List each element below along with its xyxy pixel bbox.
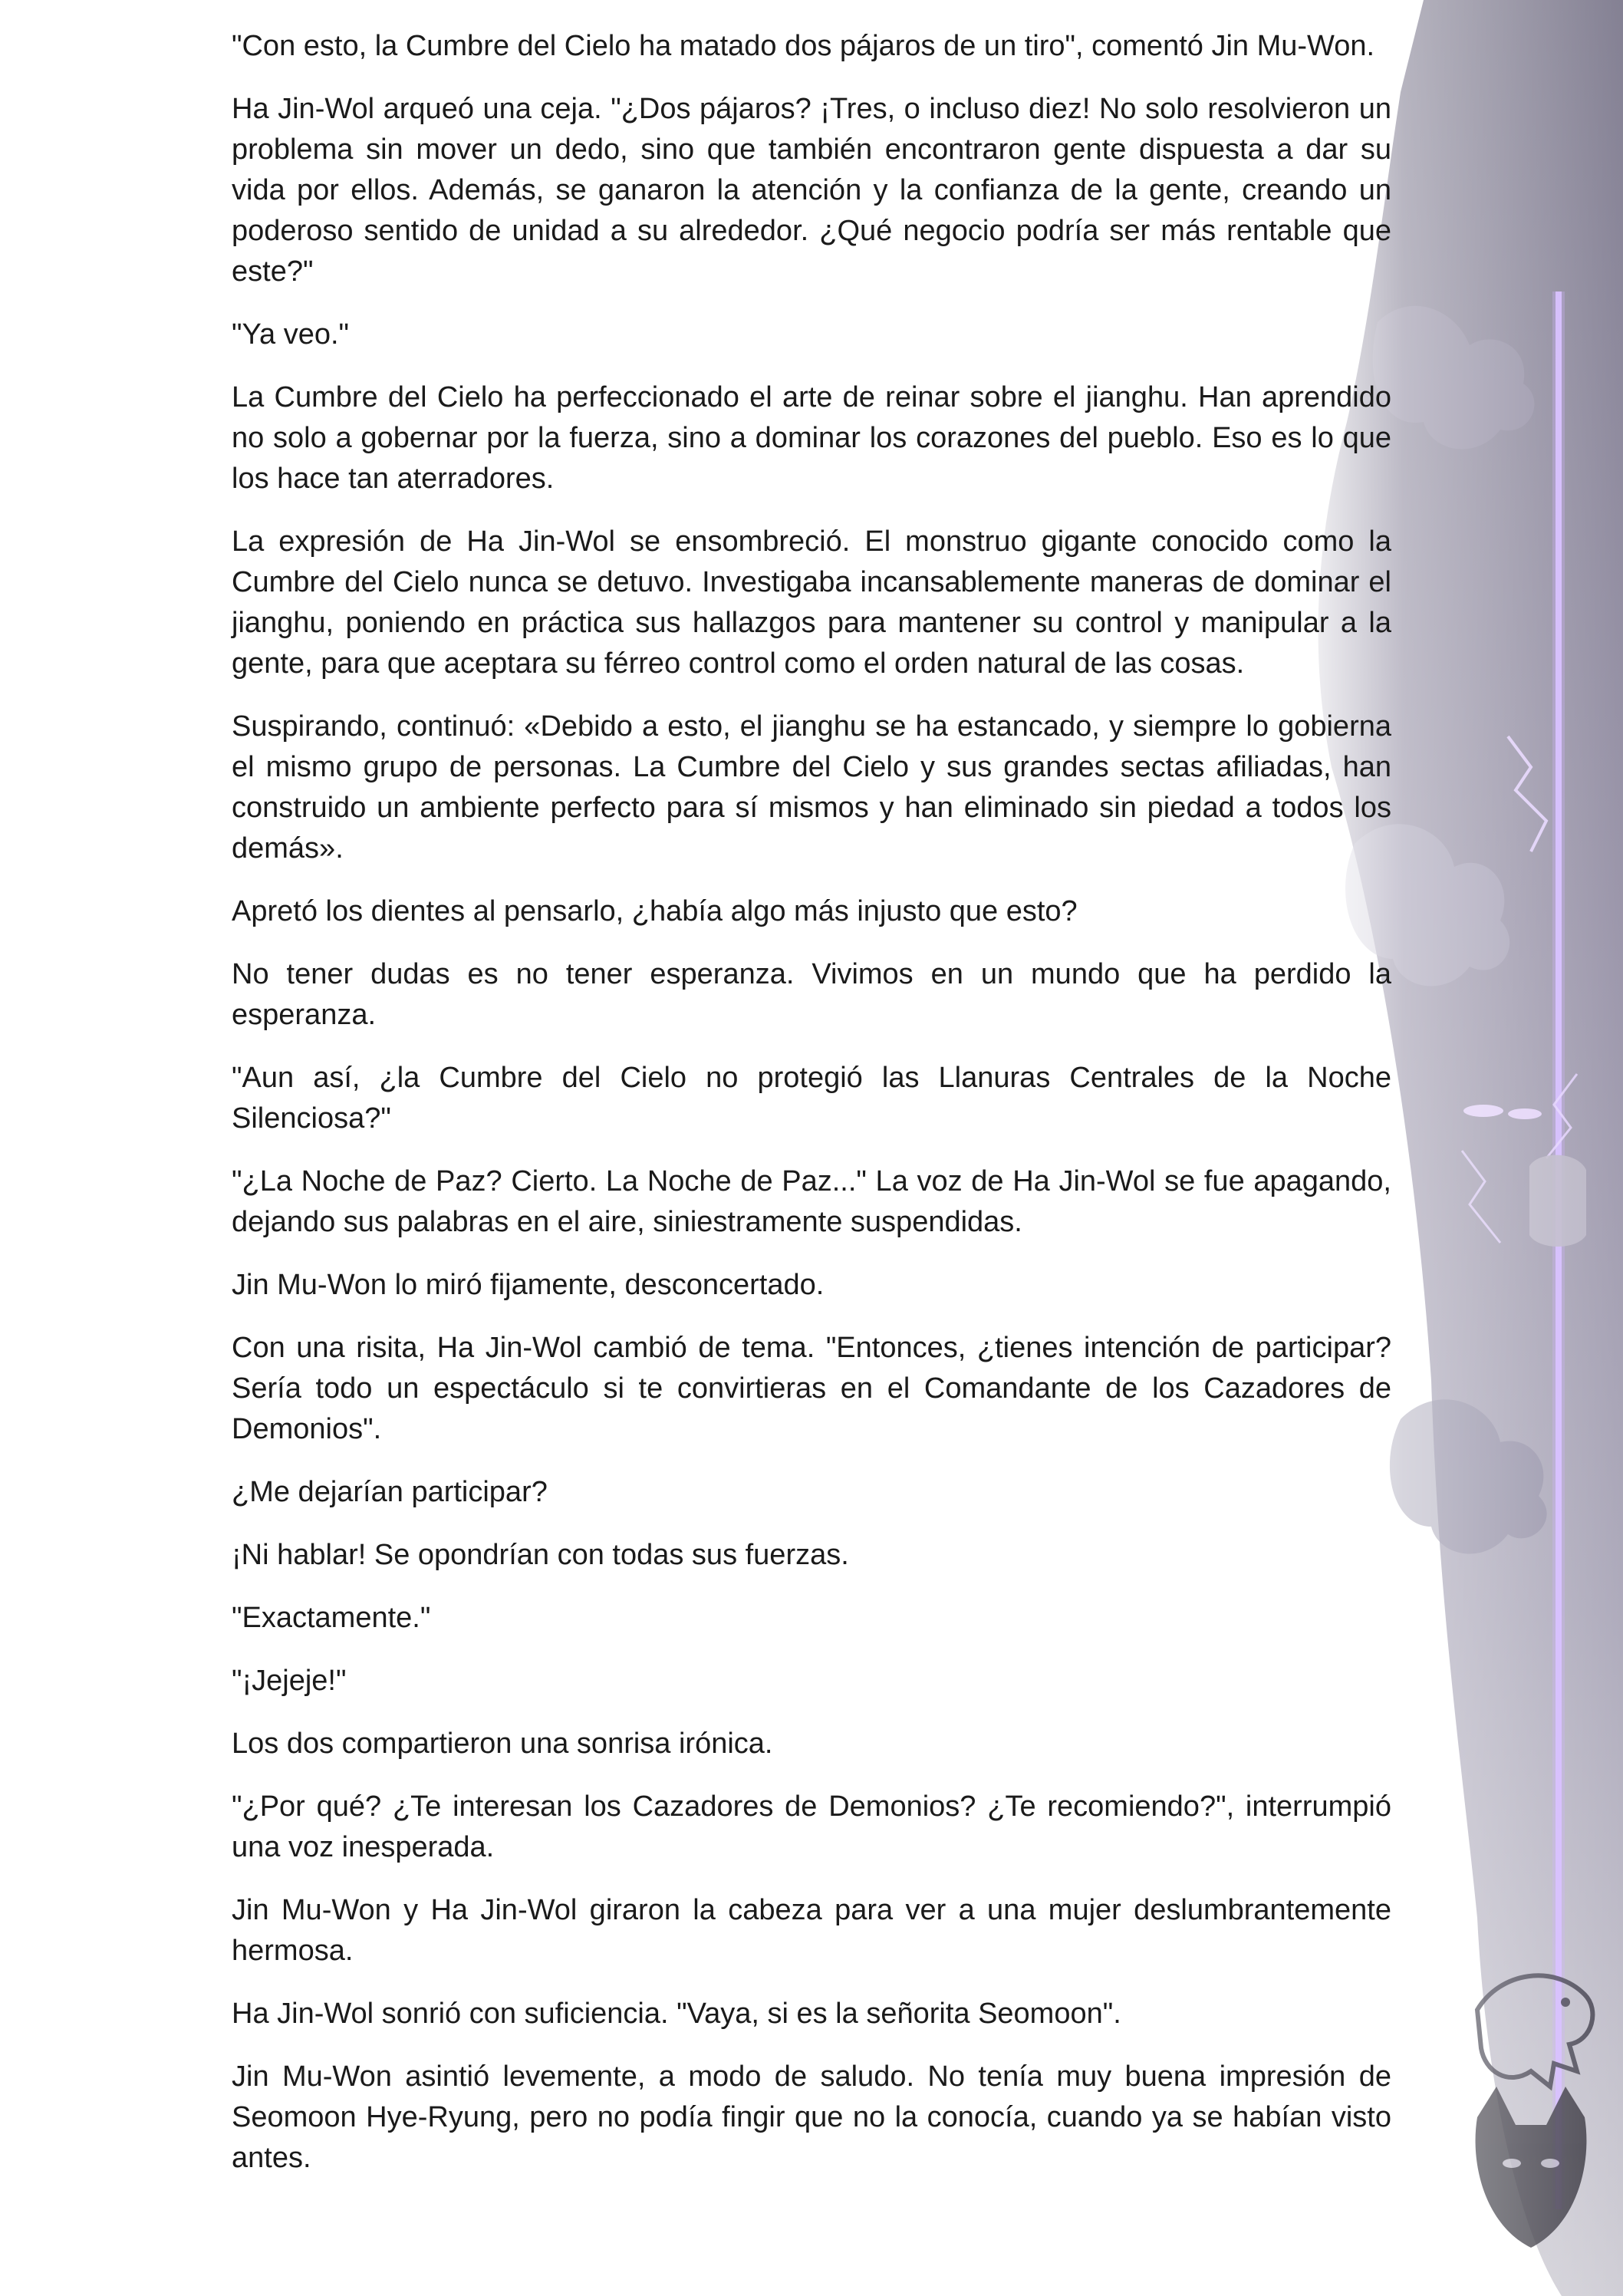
- paragraph-2: Ha Jin-Wol arqueó una ceja. "¿Dos pájaros? ¡Tres, o incluso diez! No solo resolvieron un problema sin mover un dedo, sino que también encontraron gente dispuesta a dar su vida por ellos. Además, se ganaron la atención y la confianza de la gente, creando un poderoso sentido de unidad a su alrededor. ¿Qué negocio podría ser más rentable que este?": [232, 93, 1391, 288]
- paragraph-13: ¿Me dejarían participar?: [232, 1476, 548, 1508]
- paragraph-17: Los dos compartieron una sonrisa irónica.: [232, 1728, 773, 1760]
- page-body: [232, 26, 1391, 2201]
- paragraph-18: "¿Por qué? ¿Te interesan los Cazadores de Demonios? ¿Te recomiendo?", interrumpió una voz inesperada.: [232, 1790, 1391, 1863]
- paragraph-12: Con una risita, Ha Jin-Wol cambió de tema. "Entonces, ¿tienes intención de participar? Sería todo un espectáculo si te convirtieras en el Comandante de los Cazadores de Demonios".: [232, 1332, 1391, 1445]
- paragraph-6: Suspirando, continuó: «Debido a esto, el jianghu se ha estancado, y siempre lo gobierna el mismo grupo de personas. La Cumbre del Cielo y sus grandes sectas afiliadas, han construido un ambiente perfecto para sí mismos y han eliminado sin piedad a todos los demás».: [232, 710, 1391, 865]
- paragraph-15: "Exactamente.": [232, 1602, 431, 1634]
- paragraph-3: "Ya veo.": [232, 318, 350, 351]
- paragraph-19: Jin Mu-Won y Ha Jin-Wol giraron la cabeza para ver a una mujer deslumbrantemente hermosa.: [232, 1894, 1391, 1967]
- paragraph-1: "Con esto, la Cumbre del Cielo ha matado dos pájaros de un tiro", comentó Jin Mu-Won.: [232, 30, 1375, 62]
- paragraph-4: La Cumbre del Cielo ha perfeccionado el arte de reinar sobre el jianghu. Han aprendido no solo a gobernar por la fuerza, sino a dominar los corazones del pueblo. Eso es lo que los hace tan aterradores.: [232, 381, 1391, 495]
- paragraph-9: "Aun así, ¿la Cumbre del Cielo no protegió las Llanuras Centrales de la Noche Silenciosa?": [232, 1062, 1391, 1135]
- paragraph-14: ¡Ni hablar! Se opondrían con todas sus fuerzas.: [232, 1539, 849, 1571]
- paragraph-11: Jin Mu-Won lo miró fijamente, desconcertado.: [232, 1269, 825, 1301]
- paragraph-21: Jin Mu-Won asintió levemente, a modo de saludo. No tenía muy buena impresión de Seomoon Hye-Ryung, pero no podía fingir que no la conocía, cuando ya se habían visto antes.: [232, 2060, 1391, 2174]
- paragraph-20: Ha Jin-Wol sonrió con suficiencia. "Vaya, si es la señorita Seomoon".: [232, 1998, 1121, 2030]
- paragraph-16: "¡Jejeje!": [232, 1665, 347, 1697]
- paragraph-7: Apretó los dientes al pensarlo, ¿había algo más injusto que esto?: [232, 895, 1078, 927]
- paragraph-5: La expresión de Ha Jin-Wol se ensombreció. El monstruo gigante conocido como la Cumbre del Cielo nunca se detuvo. Investigaba incansablemente maneras de dominar el jianghu, poniendo en práctica sus hallazgos para mantener su control y manipular a la gente, para que aceptara su férreo control como el orden natural de las cosas.: [232, 525, 1391, 680]
- paragraph-8: No tener dudas es no tener esperanza. Vivimos en un mundo que ha perdido la esperanza.: [232, 958, 1391, 1031]
- paragraph-10: "¿La Noche de Paz? Cierto. La Noche de Paz..." La voz de Ha Jin-Wol se fue apagando, dejando sus palabras en el aire, siniestramente suspendidas.: [232, 1165, 1391, 1238]
